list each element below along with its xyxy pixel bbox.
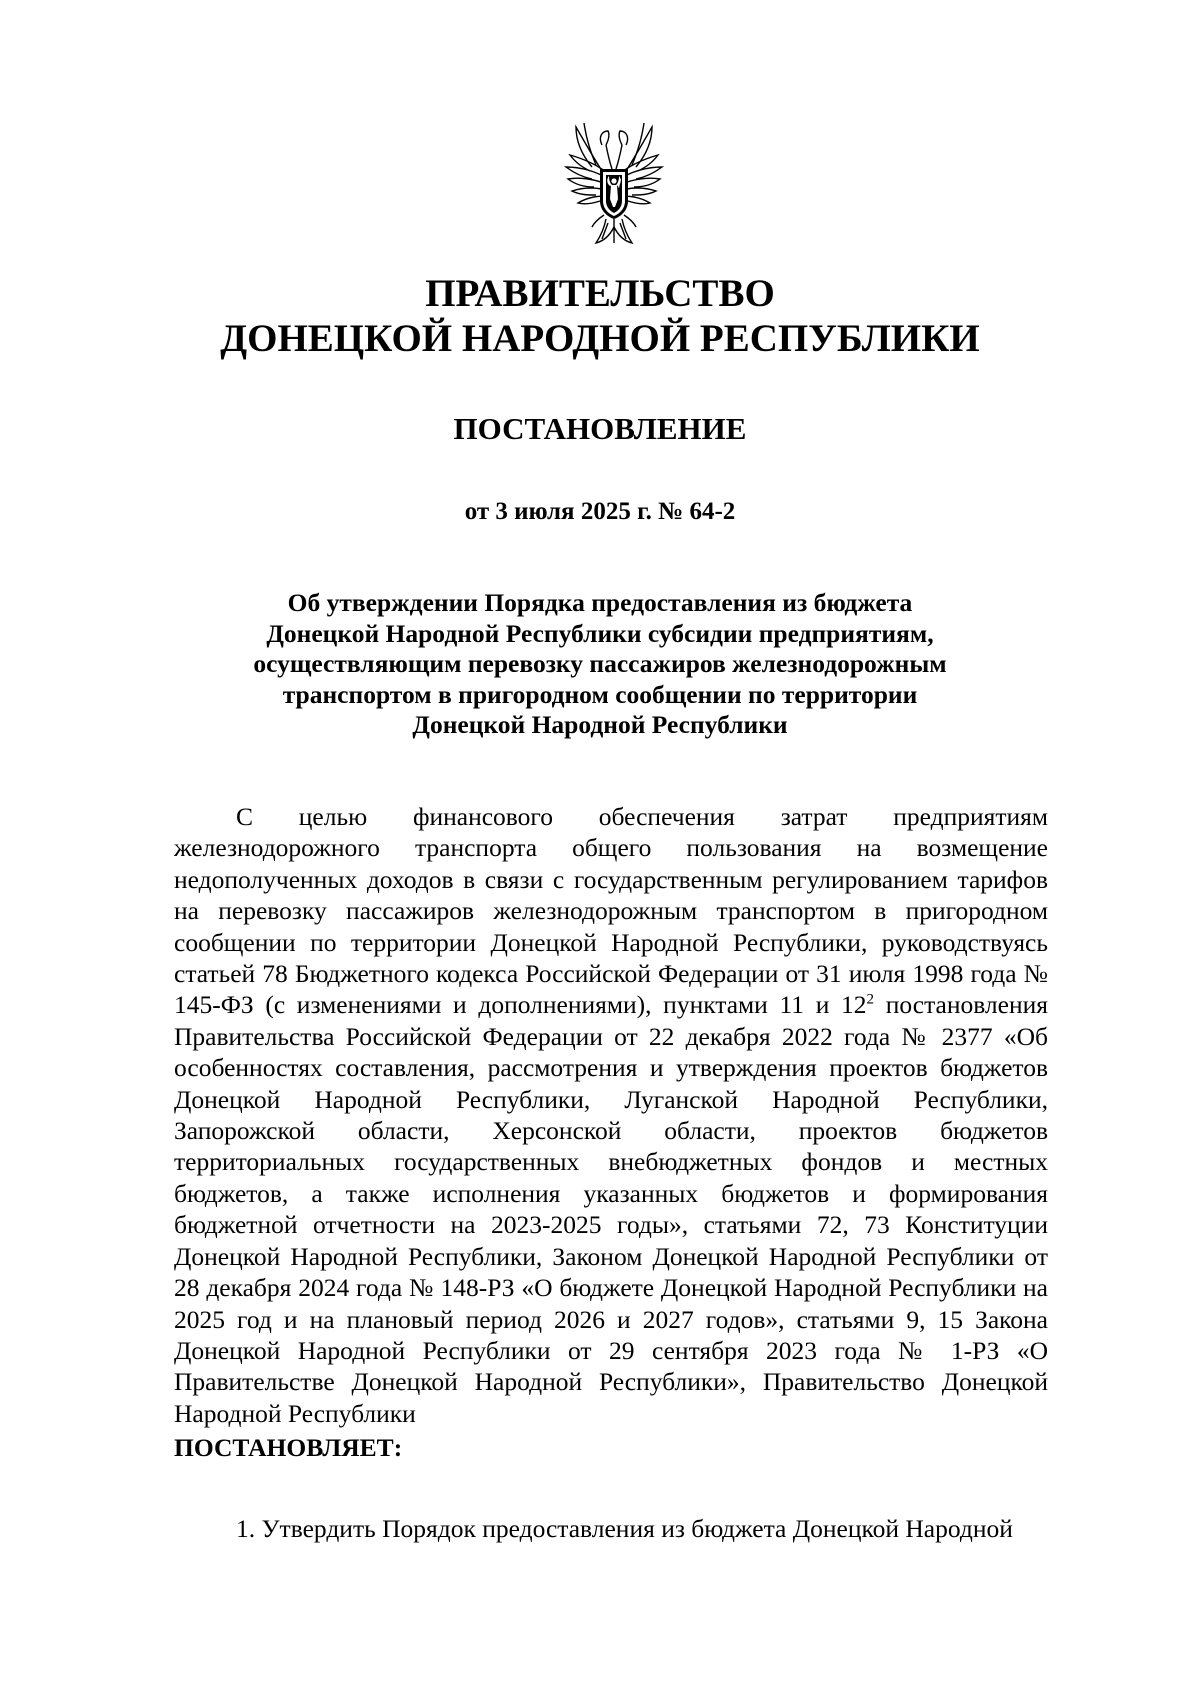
- preamble-paragraph: [174, 801, 1048, 1429]
- subject-line: Донецкой Народной Республики: [412, 710, 788, 739]
- resolves-heading: ПОСТАНОВЛЯЕТ:: [174, 1433, 403, 1462]
- subject-line: транспортом в пригородном сообщении по территории: [282, 679, 918, 709]
- subject-line: Донецкой Народной Республики субсидии предприятиям,: [266, 618, 934, 648]
- organization-name: [0, 271, 1200, 361]
- document-subject: [200, 588, 1000, 741]
- organization-line-2: ДОНЕЦКОЙ НАРОДНОЙ РЕСПУБЛИКИ: [220, 317, 980, 360]
- document-type: ПОСТАНОВЛЕНИЕ: [453, 411, 747, 446]
- preamble-text-part-1: С целью финансового обеспечения затрат предприятиям железнодорожного транспорта общего пользования на возмещение недополученных доходов в связи с государственным регулированием тарифов на перевозку пассажиров железнодорожным транспортом в пригородном сообщении по территории Донецкой Народной Республики, руководствуясь статьей 78 Бюджетного кодекса Российской Федерации от 31 июля 1998 года № 145-ФЗ (с изменениями и дополнениями), пунктами 11 и 12: [174, 802, 1048, 1020]
- resolution-item-1: 1. Утвердить Порядок предоставления из бюджета Донецкой Народной: [236, 1514, 1013, 1543]
- organization-line-1: ПРАВИТЕЛЬСТВО: [425, 272, 775, 315]
- document-date-number: от 3 июля 2025 г. № 64-2: [464, 498, 736, 525]
- subject-line: Об утверждении Порядка предоставления из бюджета: [287, 588, 913, 617]
- coat-of-arms-icon: [562, 115, 666, 255]
- subject-line: осуществляющим перевозку пассажиров железнодорожным: [253, 649, 947, 678]
- preamble-text-part-2: постановления Правительства Российской Федерации от 22 декабря 2022 года № 2377 «Об особенностях составления, рассмотрения и утверждения проектов бюджетов Донецкой Народной Республики, Луганской Народной Республики, Запорожской области, Херсонской области, проектов бюджетов территориальных государственных внебюджетных фондов и местных бюджетов, а также исполнения указанных бюджетов и формирования бюджетной отчетности на 2023-2025 годы», статьями 72, 73 Конституции Донецкой Народной Республики, Законом Донецкой Народной Республики от 28 декабря 2024 года № 148-РЗ «О бюджете Донецкой Народной Республики на 2025 год и на плановый период 2026 и 2027 годов», статьями 9, 15 Закона Донецкой Народной Республики от 29 сентября 2023 года № 1-РЗ «О Правительстве Донецкой Народной Республики», Правительство Донецкой Народной Республики: [174, 990, 1049, 1428]
- superscript-index: 2: [866, 991, 875, 1008]
